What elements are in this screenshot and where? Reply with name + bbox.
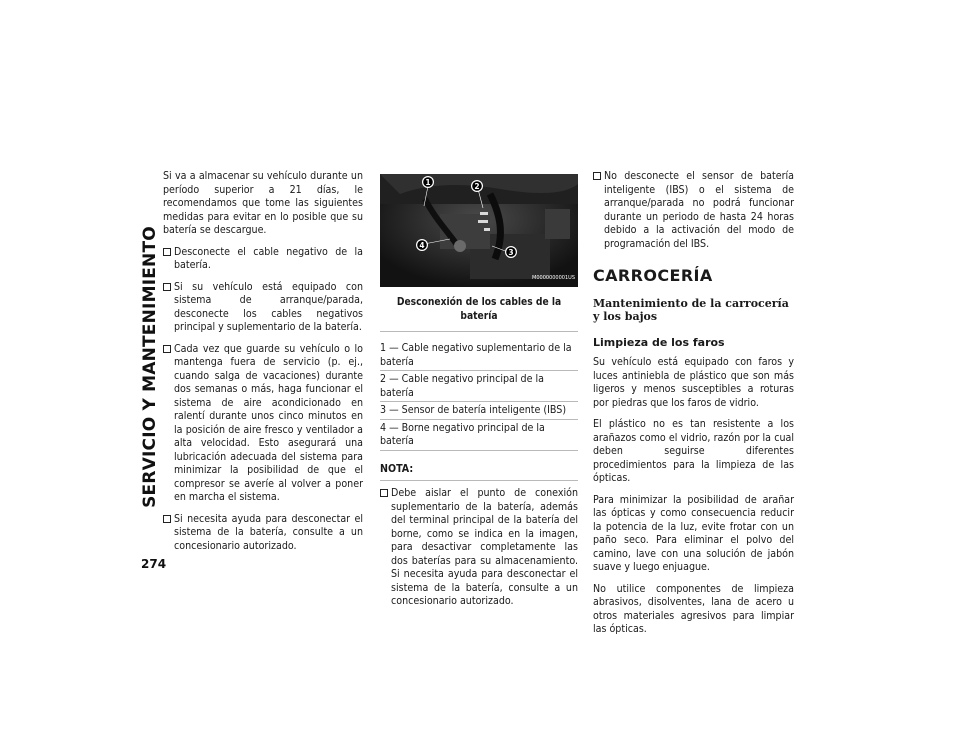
nota-label: NOTA:	[380, 462, 414, 475]
photo-legend	[380, 342, 578, 451]
nota-divider	[380, 480, 578, 481]
legend-item: 3 — Sensor de batería inteligente (IBS)	[380, 402, 578, 420]
list-item: Desconecte el cable negativo de la batería.	[163, 246, 363, 273]
checkbox-bullet-icon	[163, 515, 171, 523]
list-item: Cada vez que guarde su vehículo o lo mantenga fuera de servicio (p. ej., cuando salga de vacaciones) durante dos semanas o más, haga funcionar el sistema de aire acondicionado en ralentí durante unos cinco minutos en la posición de aire fresco y ventilador a alta velocidad. Esto asegurará una lubricación adecuada del sistema para minimizar la posibilidad de que el compresor se averíe al volver a poner en marcha el sistema.	[163, 343, 363, 505]
svg-text:1: 1	[425, 177, 431, 187]
ibs-bullet-list	[593, 170, 794, 251]
column-3	[593, 170, 794, 645]
checkbox-bullet-icon	[380, 489, 388, 497]
subheading: Mantenimiento de la carrocería y los bajos	[593, 296, 789, 323]
svg-text:3: 3	[508, 247, 514, 257]
callout-4	[416, 239, 428, 251]
paragraph: El plástico no es tan resistente a los arañazos como el vidrio, razón por la cual deben seguirse diferentes procedimientos para la limpieza de las ópticas.	[593, 418, 794, 484]
section-heading: CARROCERÍA	[593, 266, 713, 285]
section-title: SERVICIO Y MANTENIMIENTO	[140, 226, 160, 508]
photo-caption: Desconexión de los cables de la batería	[380, 296, 578, 332]
list-item: Debe aislar el punto de conexión suplementario de la batería, además del terminal principal de la batería del borne, como se indica en la imagen, para desactivar completamente las dos baterías para su almacenamiento. Si necesita ayuda para desconectar el sistema de la batería, consulte a un concesionario autorizado.	[380, 487, 578, 609]
list-item: No desconecte el sensor de batería inteligente (IBS) o el sistema de arranque/parada no podrá funcionar durante un periodo de hasta 24 horas debido a la activación del modo de programación del IBS.	[593, 170, 794, 251]
callout-3	[505, 246, 517, 258]
sub-subheading: Limpieza de los faros	[593, 335, 725, 349]
page-number: 274	[141, 557, 167, 571]
intro-paragraph: Si va a almacenar su vehículo durante un período superior a 21 días, le recomendamos que tome las siguientes medidas para evitar en lo posible que su batería se descargue.	[163, 170, 363, 236]
storage-bullet-list	[163, 246, 363, 554]
photo-callouts	[380, 174, 578, 287]
battery-photo	[380, 174, 578, 287]
legend-item: 4 — Borne negativo principal de la batería	[380, 420, 578, 451]
list-item: Si su vehículo está equipado con sistema de arranque/parada, desconecte los cables negativos principal y suplementario de la batería.	[163, 281, 363, 335]
checkbox-bullet-icon	[163, 283, 171, 291]
legend-item: 2 — Cable negativo principal de la batería	[380, 371, 578, 402]
paragraph: No utilice componentes de limpieza abrasivos, disolventes, lana de acero u otros materiales agresivos para limpiar las ópticas.	[593, 582, 794, 635]
callout-2	[471, 180, 483, 192]
checkbox-bullet-icon	[163, 248, 171, 256]
legend-item: 1 — Cable negativo suplementario de la batería	[380, 342, 578, 371]
checkbox-bullet-icon	[593, 172, 601, 180]
checkbox-bullet-icon	[163, 345, 171, 353]
list-item: Si necesita ayuda para desconectar el sistema de la batería, consulte a un concesionario autorizado.	[163, 513, 363, 554]
paragraph: Para minimizar la posibilidad de arañar las ópticas y como consecuencia reducir la potencia de la luz, evite frotar con un paño seco. Para eliminar el polvo del camino, lave con una solución de jabón suave y luego enjuague.	[593, 493, 794, 573]
column-2	[380, 170, 578, 617]
paragraph: Su vehículo está equipado con faros y luces antiniebla de plástico que son más ligeros y menos susceptibles a roturas por piedras que los faros de vidrio.	[593, 356, 794, 409]
photo-code: M0000000001US	[532, 274, 575, 281]
column-1	[163, 170, 363, 561]
svg-text:4: 4	[419, 240, 425, 250]
callout-1	[422, 176, 434, 188]
svg-text:2: 2	[474, 181, 480, 191]
nota-bullet-list	[380, 487, 578, 609]
